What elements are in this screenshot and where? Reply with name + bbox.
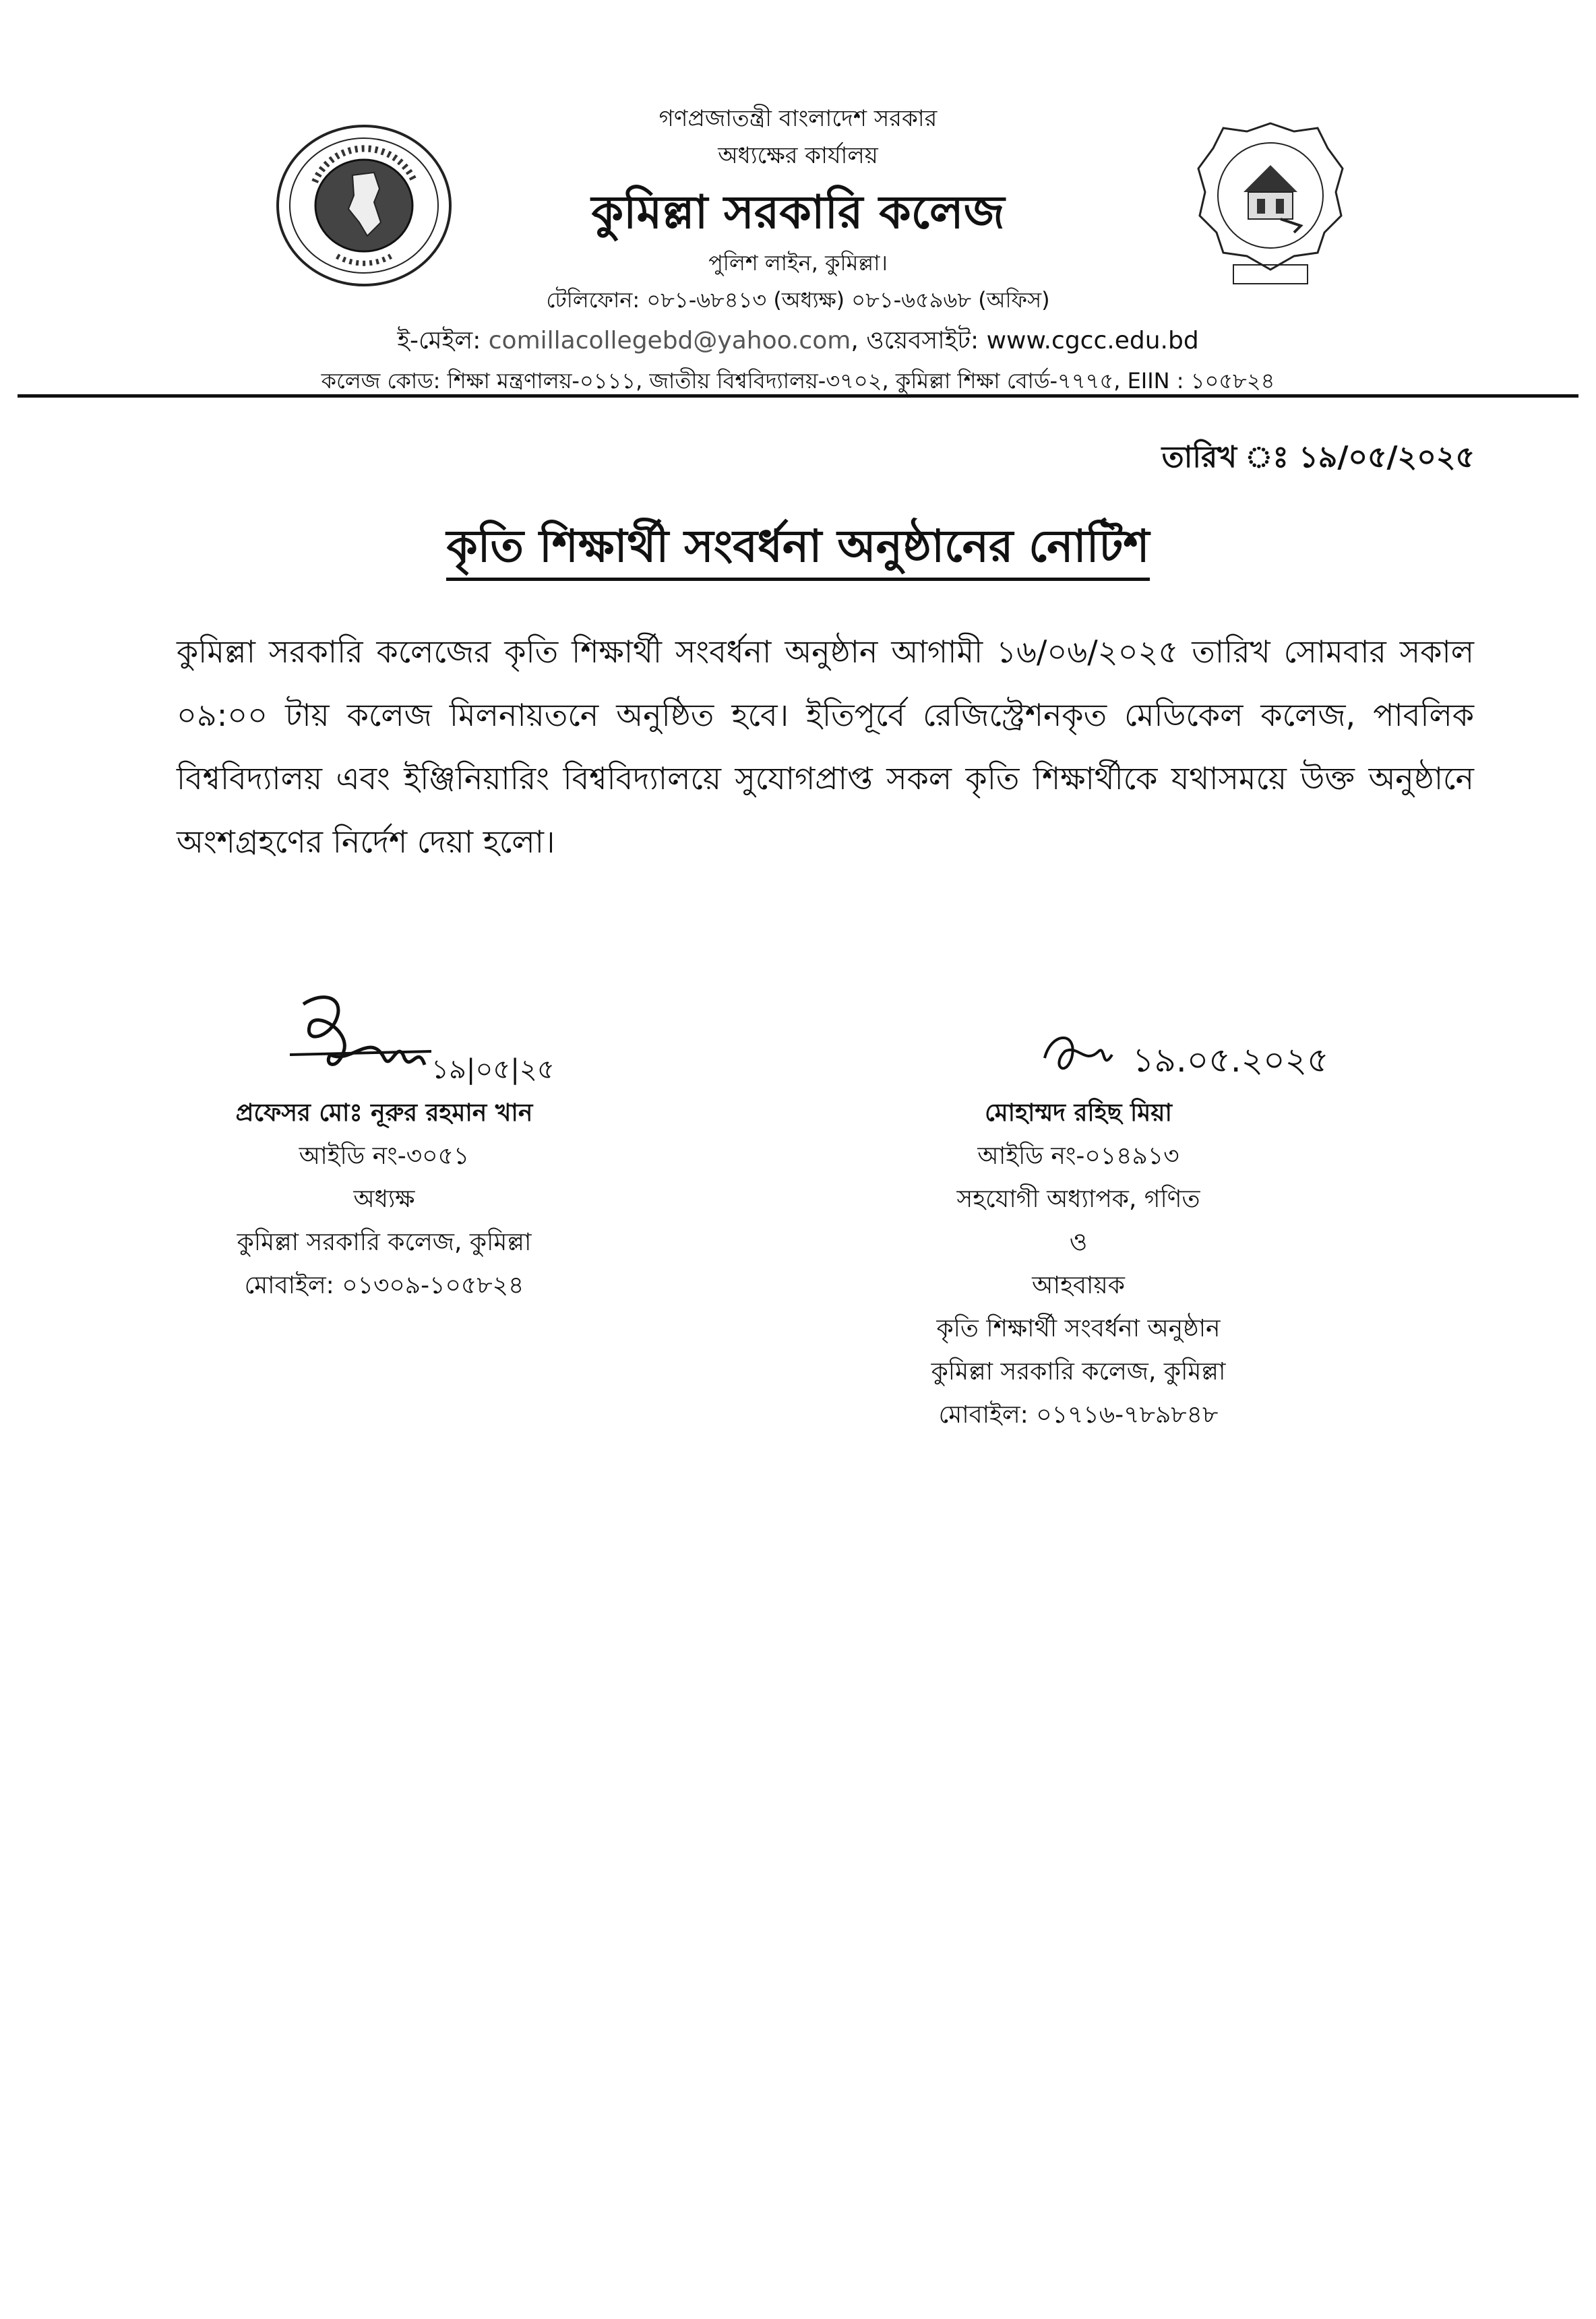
principal-signed-date: ১৯|০৫|২৫	[431, 1054, 555, 1085]
college-address: পুলিশ লাইন, কুমিল্লা।	[708, 250, 888, 276]
convener-signed-date: ১৯.০৫.২০২৫	[1132, 1041, 1329, 1080]
website-label: , ওয়েবসাইট:	[851, 327, 987, 354]
convener-signature-block	[890, 1092, 1267, 1437]
convener-designation: সহযোগী অধ্যাপক, গণিত	[956, 1185, 1200, 1213]
convener-name: মোহাম্মদ রহিছ মিয়া	[985, 1099, 1172, 1127]
header-divider	[18, 394, 1578, 398]
principal-name: প্রফেসর মোঃ নূরুর রহমান খান	[235, 1099, 533, 1127]
email-link[interactable]: comillacollegebd@yahoo.com	[488, 327, 851, 354]
email-label: ই-মেইল:	[397, 327, 489, 354]
principal-signature	[263, 991, 586, 1099]
principal-id: আইডি নং-৩০৫১	[299, 1142, 470, 1170]
convener-committee: কৃতি শিক্ষার্থী সংবর্ধনা অনুষ্ঠান	[936, 1315, 1221, 1342]
college-name: কুমিল্লা সরকারি কলেজ	[591, 186, 1005, 239]
convener-mobile: মোবাইল: ০১৭১৬-৭৮৯৮৪৮	[938, 1401, 1219, 1429]
notice-title-text: কৃতি শিক্ষার্থী সংবর্ধনা অনুষ্ঠানের নোটিশ	[446, 520, 1149, 581]
government-name: গণপ্রজাতন্ত্রী বাংলাদেশ সরকার	[658, 105, 938, 132]
notice-title	[0, 512, 1596, 586]
notice-body: কুমিল্লা সরকারি কলেজের কৃতি শিক্ষার্থী সংবর্ধনা অনুষ্ঠান আগামী ১৬/০৬/২০২৫ তারিখ সোমবার সকাল ০৯:০০ টায় কলেজ মিলনায়তনে অনুষ্ঠিত হবে। ইতিপূর্বে রেজিস্ট্রেশনকৃত মেডিকেল কলেজ, পাবলিক বিশ্ববিদ্যালয় এবং ইঞ্জিনিয়ারিং বিশ্ববিদ্যালয়ে সুযোগপ্রাপ্ত সকল কৃতি শিক্ষার্থীকে যথাসময়ে উক্ত অনুষ্ঠানে অংশগ্রহণের নির্দেশ দেয়া হলো।	[177, 633, 1474, 860]
convener-conjunction: ও	[1069, 1229, 1088, 1256]
office-name: অধ্যক্ষের কার্যালয়	[718, 142, 878, 169]
website-link[interactable]: www.cgcc.edu.bd	[986, 327, 1199, 354]
college-codes: কলেজ কোড: শিক্ষা মন্ত্রণালয়-০১১১, জাতীয় বিশ্ববিদ্যালয়-৩৭০২, কুমিল্লা শিক্ষা বোর্ড-৭৭৭৫, EIIN : ১০৫৮২৪	[321, 368, 1275, 394]
notice-date: তারিখ ঃ ১৯/০৫/২০২৫	[1161, 440, 1475, 474]
convener-institution: কুমিল্লা সরকারি কলেজ, কুমিল্লা	[931, 1358, 1226, 1386]
principal-signature-block	[195, 1092, 573, 1307]
convener-role: আহবায়ক	[1032, 1272, 1125, 1299]
principal-mobile: মোবাইল: ০১৩০৯-১০৫৮২৪	[244, 1272, 524, 1299]
contact-line	[0, 322, 1596, 363]
principal-institution: কুমিল্লা সরকারি কলেজ, কুমিল্লা	[237, 1229, 532, 1256]
convener-id: আইডি নং-০১৪৯১৩	[977, 1142, 1179, 1170]
principal-designation: অধ্যক্ষ	[353, 1185, 415, 1213]
convener-signature	[1038, 1018, 1456, 1092]
telephone-line: টেলিফোন: ০৮১-৬৮৪১৩ (অধ্যক্ষ) ০৮১-৬৫৯৬৮ (অফিস)	[546, 287, 1050, 313]
